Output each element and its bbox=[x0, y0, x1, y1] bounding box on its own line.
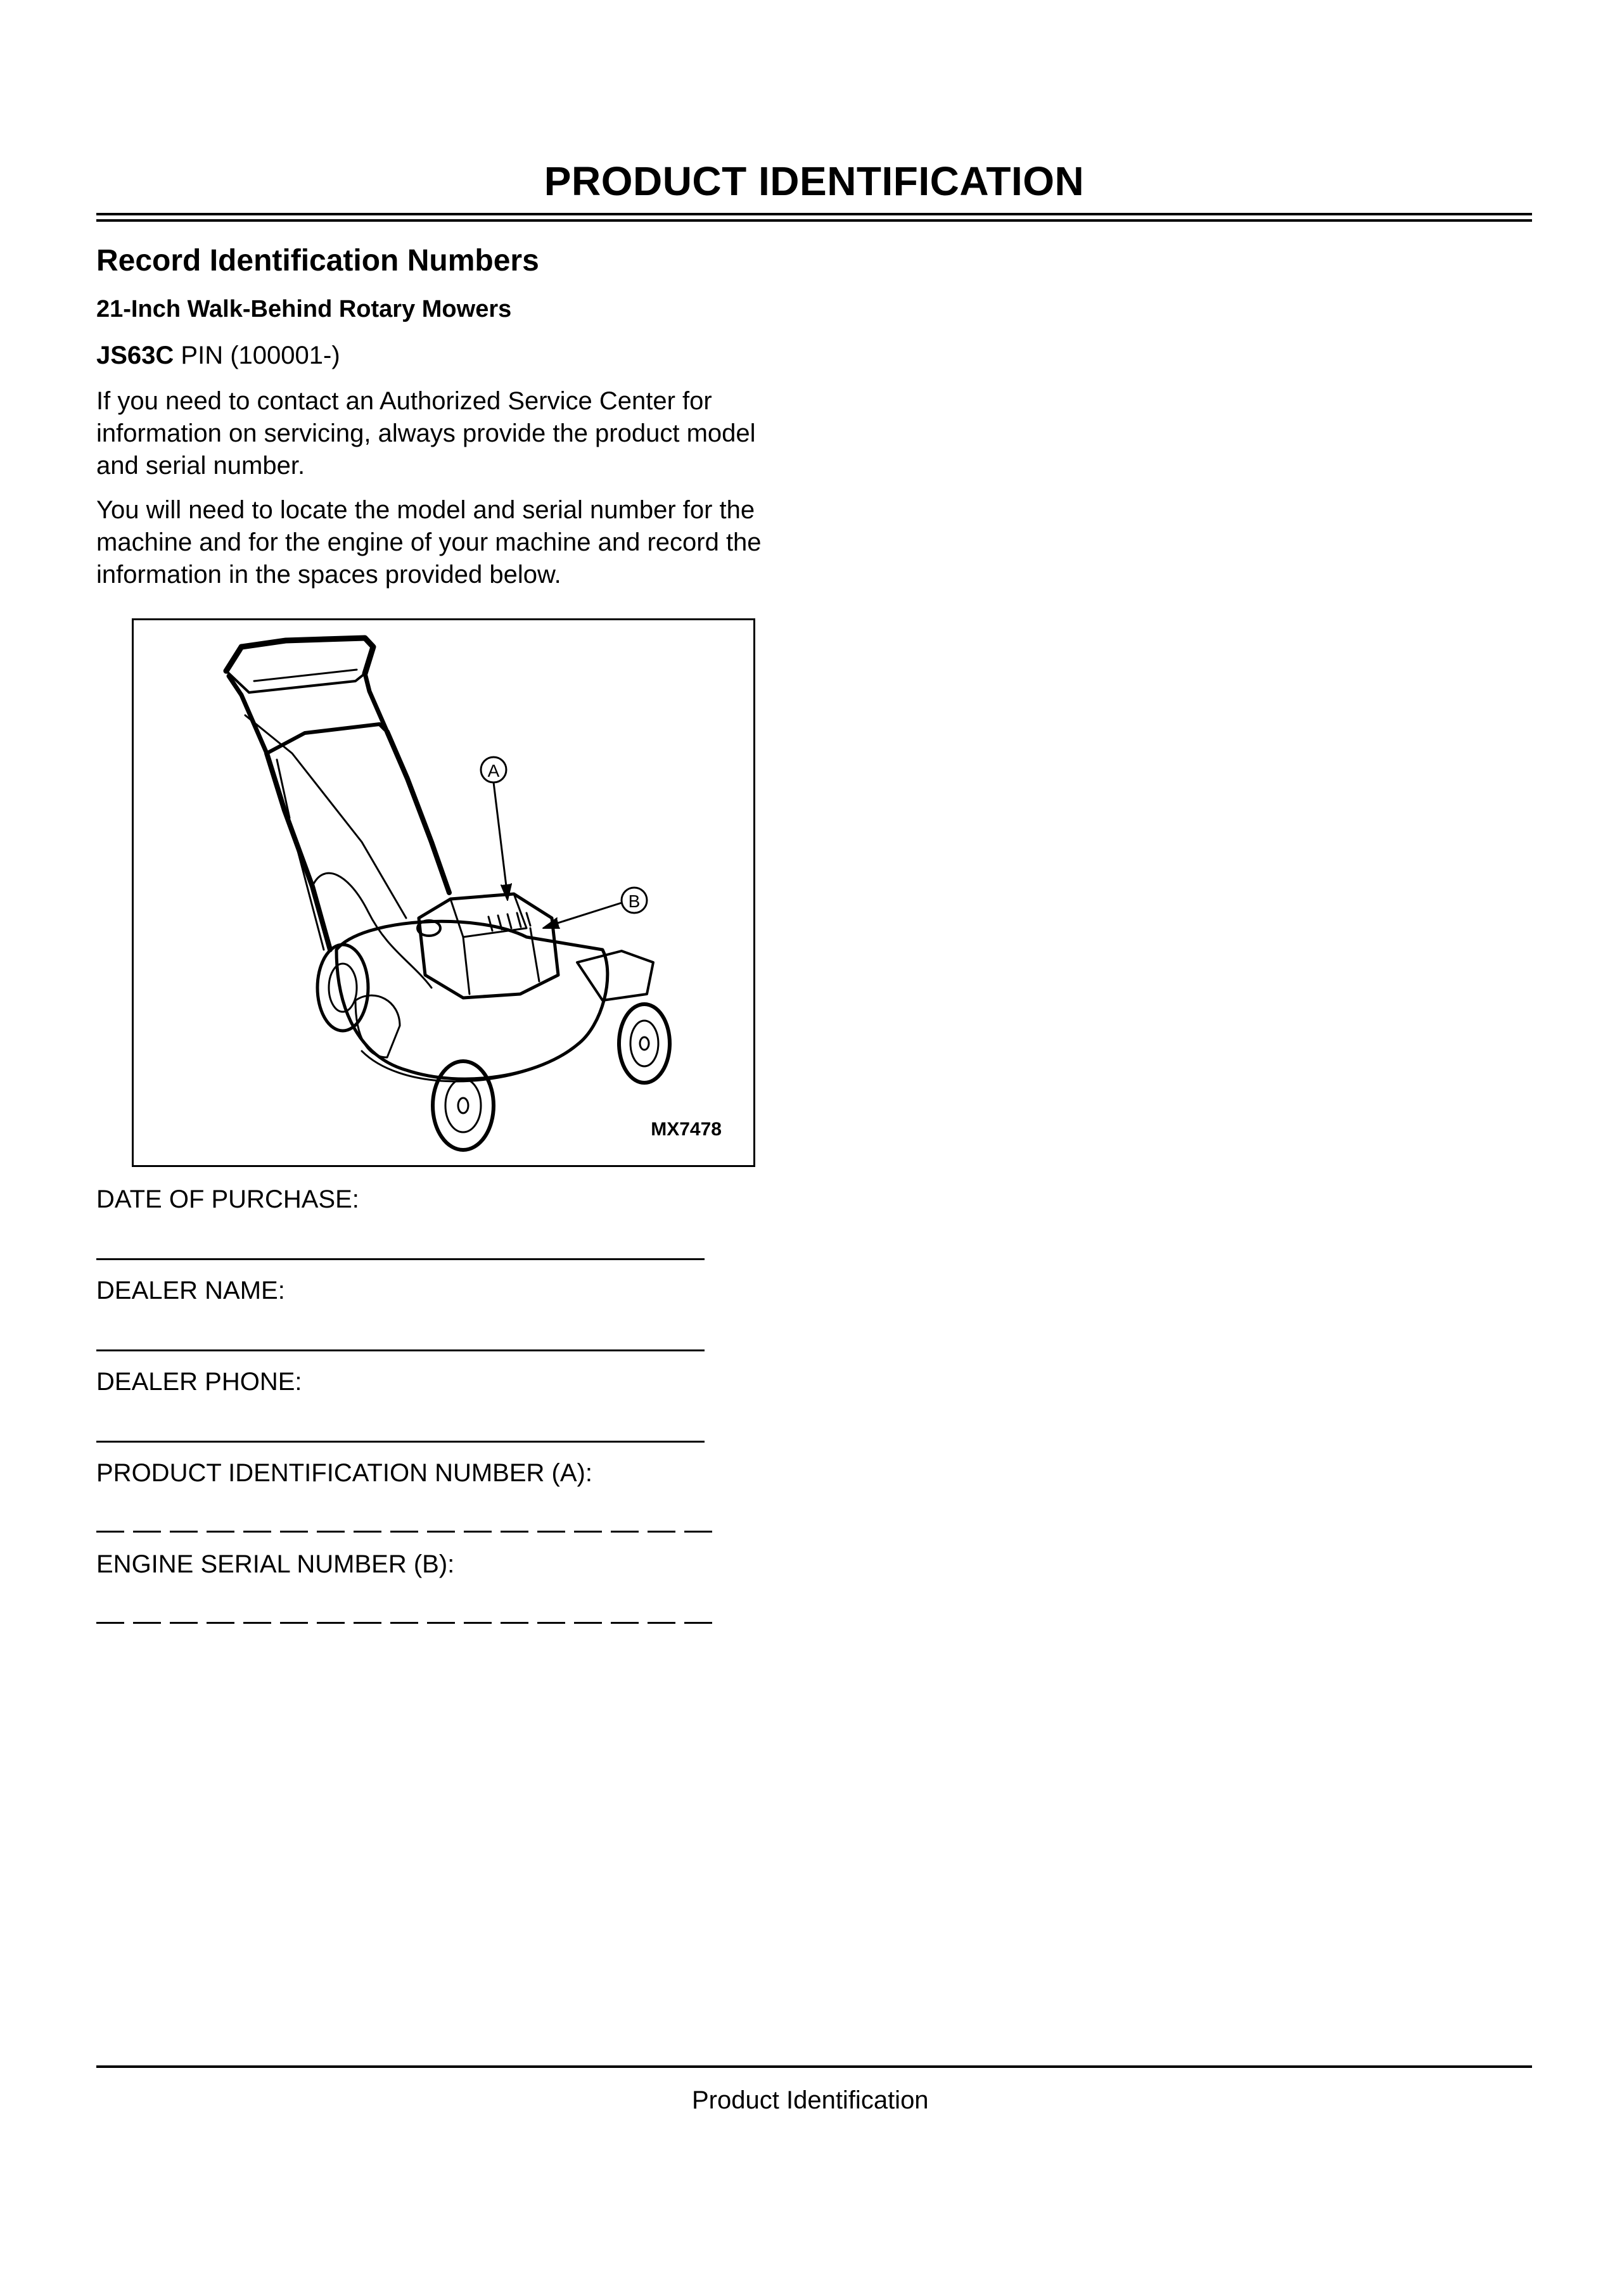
field-dealer-name: DEALER NAME: bbox=[96, 1277, 285, 1304]
title-rule-top bbox=[96, 213, 1532, 215]
page-title: PRODUCT IDENTIFICATION bbox=[544, 158, 1085, 204]
field-product-identification-number: PRODUCT IDENTIFICATION NUMBER (A): bbox=[96, 1459, 592, 1487]
paragraph-contact-service: If you need to contact an Authorized Service Center for information on servicing, always provide the product model and serial number. bbox=[96, 387, 756, 480]
field-engine-serial-number: ENGINE SERIAL NUMBER (B): bbox=[96, 1550, 455, 1578]
section-heading: Record Identification Numbers bbox=[96, 244, 539, 277]
blank-date-of-purchase[interactable] bbox=[96, 1258, 705, 1260]
model-code: JS63C bbox=[96, 341, 174, 369]
callout-b-label: B bbox=[628, 891, 641, 911]
subheading: 21-Inch Walk-Behind Rotary Mowers bbox=[96, 296, 512, 322]
page-footer: Product Identification bbox=[692, 2086, 929, 2114]
footer-rule bbox=[96, 2065, 1532, 2068]
title-rule-bottom bbox=[96, 219, 1532, 222]
callout-a-label: A bbox=[487, 761, 500, 781]
paragraph-locate-serial: You will need to locate the model and serial number for the machine and for the engine of your machine and record the information in the spaces provided below. bbox=[96, 496, 762, 589]
field-dealer-phone: DEALER PHONE: bbox=[96, 1368, 302, 1396]
blank-engine-serial-number[interactable] bbox=[96, 1622, 721, 1624]
model-line bbox=[96, 340, 340, 371]
figure-code: MX7478 bbox=[651, 1119, 722, 1140]
model-pin: PIN (100001-) bbox=[174, 341, 340, 369]
field-date-of-purchase: DATE OF PURCHASE: bbox=[96, 1185, 359, 1213]
blank-dealer-name[interactable] bbox=[96, 1349, 705, 1351]
blank-dealer-phone[interactable] bbox=[96, 1441, 705, 1443]
mower-figure bbox=[132, 618, 755, 1167]
mower-illustration bbox=[134, 620, 753, 1165]
blank-product-identification-number[interactable] bbox=[96, 1531, 721, 1533]
